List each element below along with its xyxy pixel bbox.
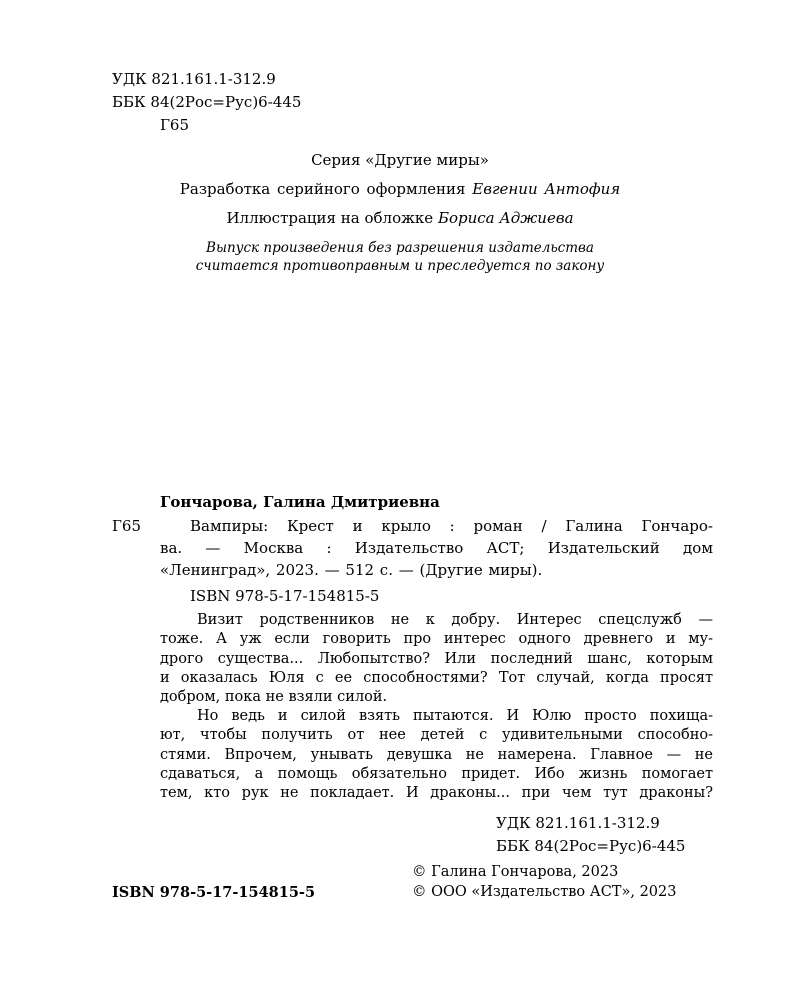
annotation-line: и оказалась Юля с ее способностями? Тот случай, когда просят [160, 669, 713, 686]
annotation-line: сдаваться, а помощь обязательно придет. Ибо жизнь помогает [160, 765, 713, 782]
author-mark-top: Г65 [160, 116, 190, 134]
copyright-author: © Галина Гончарова, 2023 [412, 864, 619, 880]
bbk-code-bottom: ББК 84(2Рос=Рус)6-445 [496, 837, 686, 855]
catalog-isbn: ISBN 978-5-17-154815-5 [190, 587, 380, 605]
catalog-line-3: «Ленинград», 2023. — 512 с. — (Другие миры). [160, 561, 543, 579]
udk-code-top: УДК 821.161.1-312.9 [112, 70, 276, 88]
annotation-line: тем, кто рук не покладает. И драконы... при чем тут драконы? [160, 785, 713, 802]
illustration-credit-name: Бориса Аджиева [437, 209, 574, 227]
annotation-line: добром, пока не взяли силой. [160, 689, 388, 706]
annotation-paragraph-2 [160, 707, 713, 803]
annotation-line: тоже. А уж если говорить про интерес одного древнего и му- [160, 631, 713, 648]
design-credit-prefix: Разработка серийного оформления [179, 180, 466, 198]
copyright-publisher: © ООО «Издательство АСТ», 2023 [412, 884, 677, 900]
catalog-mark: Г65 [112, 517, 142, 535]
udk-code-bottom: УДК 821.161.1-312.9 [496, 814, 660, 832]
annotation-line: Но ведь и силой взять пытаются. И Юлю просто похища- [197, 708, 713, 724]
illustration-credit [0, 209, 800, 227]
illustration-credit-prefix: Иллюстрация на обложке [226, 209, 434, 227]
series-line: Серия «Другие миры» [311, 151, 489, 169]
design-credit-name: Евгении Антофия [472, 180, 621, 198]
isbn-bottom: ISBN 978-5-17-154815-5 [112, 884, 316, 901]
warning-line-2: считается противоправным и преследуется по закону [195, 258, 605, 274]
annotation-paragraph-1 [160, 611, 713, 707]
annotation-line: ют, чтобы получить от нее детей с удивительными способно- [160, 727, 713, 744]
annotation-line: стями. Впрочем, унывать девушка не намерена. Главное — не [160, 746, 713, 763]
catalog-line-2: ва. — Москва : Издательство АСТ; Издательский дом [160, 539, 713, 557]
design-credit [0, 180, 800, 198]
bbk-code-top: ББК 84(2Рос=Рус)6-445 [112, 93, 302, 111]
catalog-line-1: Вампиры: Крест и крыло : роман / Галина Гончаро- [190, 517, 713, 535]
annotation-line: Визит родственников не к добру. Интерес спецслужб — [197, 612, 713, 628]
annotation-line: дрого существа... Любопытство? Или последний шанс, которым [160, 650, 713, 667]
warning-line-1: Выпуск произведения без разрешения издательства [206, 240, 594, 256]
catalog-author: Гончарова, Галина Дмитриевна [160, 493, 440, 511]
